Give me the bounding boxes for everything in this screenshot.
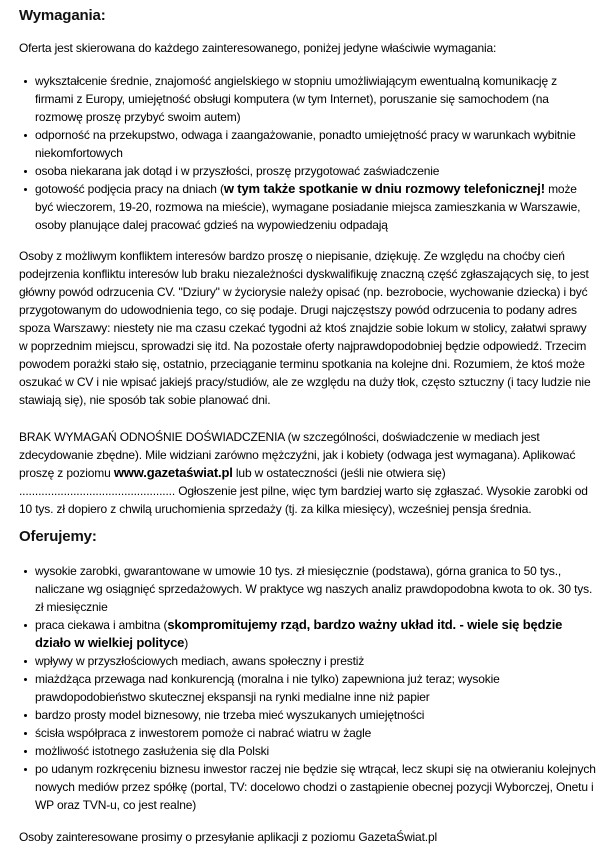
offer-item: miażdżąca przewaga nad konkurencją (moralna i nie tylko) zapewniona już teraz; wysokie prawdopodobieństwo skutecznej ekspansji na rynki medialne inne niż papier	[35, 670, 597, 706]
gazetaswiat-link[interactable]: www.gazetaświat.pl	[113, 465, 233, 480]
requirements-list	[19, 72, 597, 234]
offer-item: praca ciekawa i ambitna (skompromitujemy rząd, bardzo ważny układ itd. - wiele się będzie działo w wielkiej polityce)	[35, 616, 597, 652]
final-paragraph: Osoby zainteresowane prosimy o przesyłanie aplikacji z poziomu GazetaŚwiat.pl	[19, 830, 437, 844]
offer-item: bardzo prosty model biznesowy, nie trzeba mieć wyszukanych umiejętności	[35, 706, 597, 724]
requirement-item: osoba niekarana jak dotąd i w przyszłości, proszę przygotować zaświadczenie	[35, 162, 597, 180]
requirement-item: wykształcenie średnie, znajomość angielskiego w stopniu umożliwiającym ewentualną komunikację z firmami z Europy, umiejętność obsługi komputera (w tym Internet), poruszanie się samochodem (na rozmowę proszę przybyć swoim autem)	[35, 72, 597, 126]
conflict-paragraph: Osoby z możliwym konfliktem interesów bardzo proszę o niepisanie, dziękuję. Ze względu na choćby cień podejrzenia konfliktu interesów lub braku niezależności dyskwalifikuję znaczną część zgłaszających się, to jest główny powód odrzucenia CV. "Dziury" w życiorysie należy opisać (np. bezrobocie, wychowanie dziecka) i być przygotowanym do udowodnienia tego, co się podaje. Drugi najczęstszy powód odrzucenia to podany adres spoza Warszawy: niestety nie ma czasu czekać tygodni aż ktoś znajdzie sobie lokum w stolicy, załatwi sprawy w poprzednim miejscu, sprowadzi się itd. Na pozostałe oferty najprawdopodobniej będzie odpowiedź. Trzecim powodem porażki stało się, ostatnio, przeciąganie terminu spotkania na kolejne dni. Rozumiem, że ktoś może oszukać w CV i nie wpisać jakiejś pracy/studiów, ale ze względu na duży tłok, często sztuczny (i tacy ludzie nie stawiają się), nie sposób tak sobie planować dni.	[19, 249, 591, 407]
emphasis-text: w tym także spotkanie w dniu rozmowy telefonicznej!	[223, 181, 545, 196]
offer-item: po udanym rozkręceniu biznesu inwestor raczej nie będzie się wtrącał, lecz skupi się na otwieraniu kolejnych nowych mediów przez spółkę (portal, TV: docelowo chodzi o zastąpienie obecnej pozycji Wyborczej, Onetu i WP oraz TVN-u, co jest realne)	[35, 762, 596, 812]
offer-item: możliwość istotnego zasłużenia się dla Polski	[35, 742, 597, 760]
offer-list	[19, 562, 597, 814]
offer-item: wysokie zarobki, gwarantowane w umowie 10 tys. zł miesięcznie (podstawa), górna granica to 50 tys., naliczane wg osiągnięć sprzedażowych. W praktyce wg naszych analiz prawdopodobna kwota to ok. 30 tys. zł miesięcznie	[35, 562, 597, 616]
requirements-intro: Oferta jest skierowana do każdego zainteresowanego, poniżej jedyne właściwie wymagania:	[19, 41, 497, 55]
offer-item: ścisła współpraca z inwestorem pomoże ci nabrać wiatru w żagle	[35, 724, 597, 742]
requirement-item: odporność na przekupstwo, odwaga i zaangażowanie, ponadto umiejętność pracy w warunkach wybitnie niekomfortowych	[35, 126, 597, 162]
requirements-heading: Wymagania:	[19, 7, 106, 24]
offer-heading: Oferujemy:	[19, 528, 97, 545]
offer-item: wpływy w przyszłościowych mediach, awans społeczny i prestiż	[35, 652, 597, 670]
requirement-item: gotowość podjęcia pracy na dniach (w tym także spotkanie w dniu rozmowy telefonicznej! może być wieczorem, 19-20, rozmowa na mieście), wymagane posiadanie miejsca zamieszkania w Warszawie, osoby planujące dalej pracować gdzieś na wypowiedzeniu odpadają	[35, 180, 597, 234]
experience-paragraph: BRAK WYMAGAŃ ODNOŚNIE DOŚWIADCZENIA (w szczególności, doświadczenie w mediach jest zdecydowanie zbędne). Mile widziani zarówno mężczyźni, jak i kobiety (odwaga jest wymagana). Aplikować proszę z poziomu www.gazetaświat.pl lub w ostateczności (jeśli nie otwiera się) ................................................. Ogłoszenie jest pilne, więc tym bardziej warto się zgłaszać. Wysokie zarobki od 10 tys. zł dopiero z chwilą uruchomienia sprzedaży (tj. za kilka miesięcy), wcześniej pensja średnia.	[19, 430, 588, 516]
emphasis-text: skompromitujemy rząd, bardzo ważny układ itd. - wiele się będzie działo w wielkiej polityce	[35, 617, 563, 650]
